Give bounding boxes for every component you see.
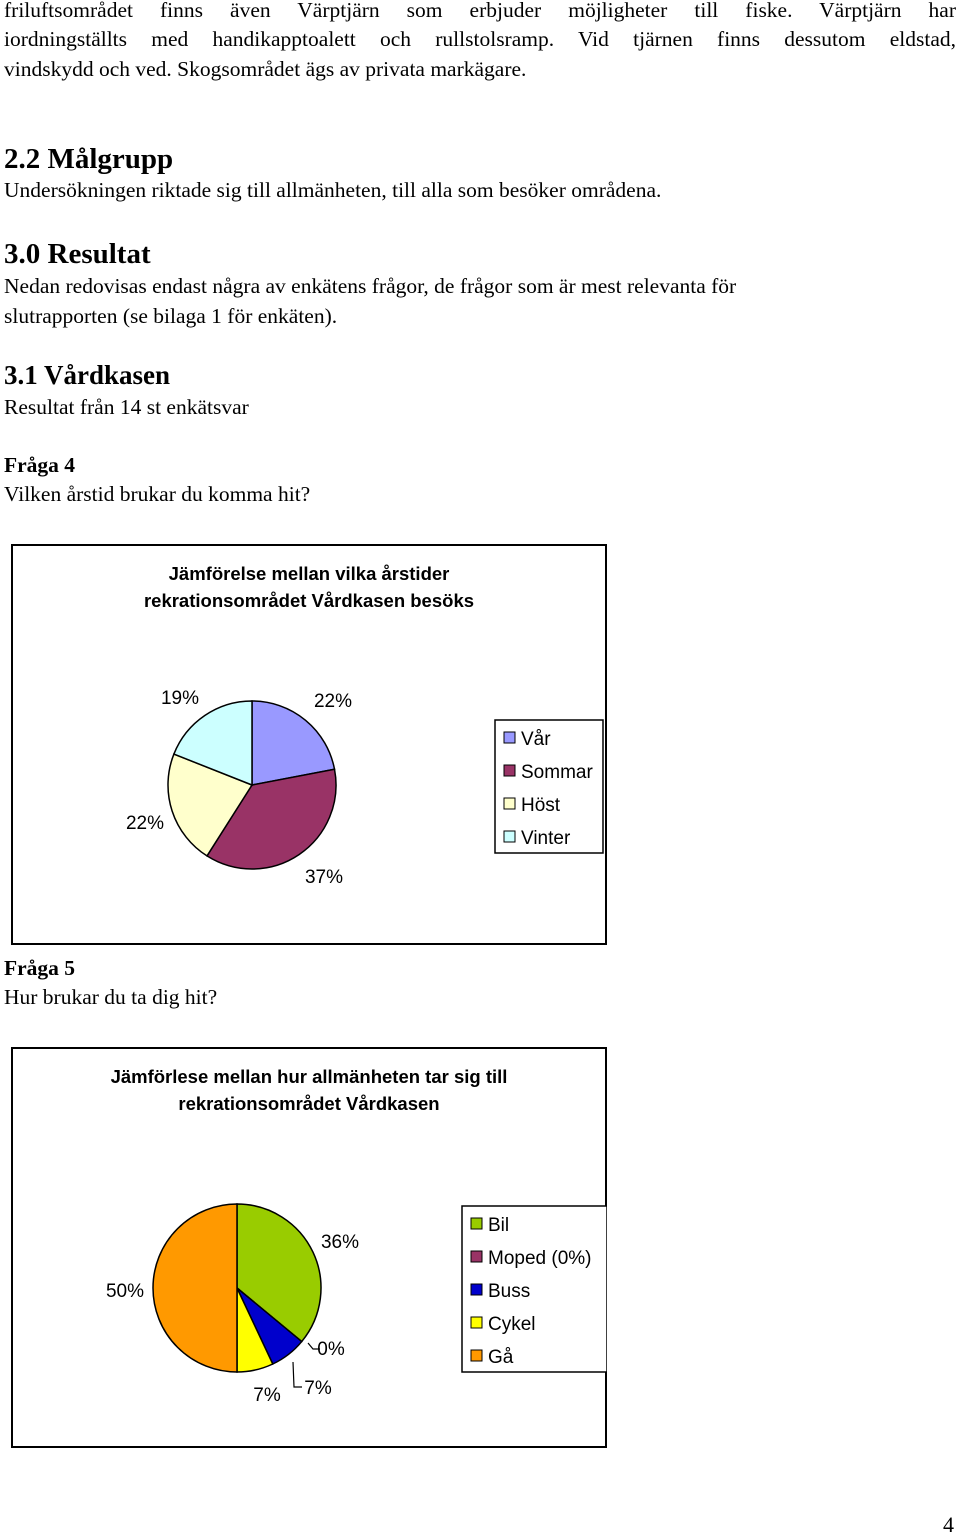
vardkasen-text: Resultat från 14 st enkätsvar: [4, 395, 249, 419]
resultat-line-2: slutrapporten (se bilaga 1 för enkäten).: [4, 304, 338, 328]
pie2-slice-4: [153, 1204, 237, 1372]
heading-resultat: 3.0 Resultat: [4, 238, 151, 270]
legend-swatch: [471, 1284, 482, 1295]
legend-label-vinter: Vinter: [521, 828, 571, 849]
pie2-label-buss: 7%: [304, 1378, 332, 1399]
pie1-label-sommar: 37%: [304, 867, 344, 888]
pie1-label-var: 22%: [313, 691, 353, 712]
legend-label-bil: Bil: [488, 1215, 510, 1236]
chart-transport: [11, 1047, 607, 1448]
pie2-label-cykel: 7%: [253, 1385, 281, 1406]
intro-line-2: iordningställts med handikapptoalett och rullstolsramp. Vid tjärnen finns dessutom eldstad,: [4, 27, 956, 51]
chart-transport-svg: [11, 1047, 607, 1448]
intro-line-3: vindskydd och ved. Skogsområdet ägs av privata markägare.: [4, 57, 527, 81]
pie2-label-bil: 36%: [320, 1232, 360, 1253]
pie2-label-ga: 50%: [105, 1281, 145, 1302]
legend-label-var: Vår: [521, 729, 551, 750]
chart-seasons-title-line-1: Jämförelse mellan vilka årstider: [168, 563, 450, 584]
legend-label-buss: Buss: [488, 1281, 531, 1302]
heading-vardkasen: 3.1 Vårdkasen: [4, 360, 171, 390]
chart-seasons-title-line-2: rekrationsområdet Vårdkasen besöks: [143, 590, 475, 611]
legend-label-cykel: Cykel: [488, 1314, 536, 1335]
legend-label-moped: Moped (0%): [488, 1248, 592, 1269]
chart-seasons-svg: [11, 544, 607, 945]
chart-transport-title-line-1: Jämförlese mellan hur allmänheten tar sig till: [110, 1066, 508, 1087]
question-4-text: Vilken årstid brukar du komma hit?: [4, 482, 311, 506]
legend-swatch: [504, 732, 515, 743]
heading-malgrupp: 2.2 Målgrupp: [4, 143, 174, 175]
legend-swatch: [504, 831, 515, 842]
resultat-line-1: Nedan redovisas endast några av enkätens frågor, de frågor som är mest relevanta för: [4, 274, 737, 298]
pie2-legend-moped: [471, 1248, 592, 1269]
legend-swatch: [471, 1317, 482, 1328]
malgrupp-text: Undersökningen riktade sig till allmänheten, till alla som besöker områdena.: [4, 178, 662, 202]
chart-seasons: [11, 544, 607, 945]
pie2-label-moped: 0%: [317, 1339, 345, 1360]
legend-label-host: Höst: [521, 795, 561, 816]
question-5-label: Fråga 5: [4, 956, 76, 980]
question-4-label: Fråga 4: [4, 453, 76, 477]
pie2-leader-buss: [293, 1362, 302, 1387]
legend-swatch: [504, 798, 515, 809]
legend-label-sommar: Sommar: [521, 762, 593, 783]
legend-swatch: [504, 765, 515, 776]
pie2-legend: [462, 1206, 607, 1372]
legend-swatch: [471, 1218, 482, 1229]
question-5-text: Hur brukar du ta dig hit?: [4, 985, 218, 1009]
intro-line-1: friluftsområdet finns även Värptjärn som erbjuder möjligheter till fiske. Värptjärn har: [4, 0, 956, 22]
pie1-label-host: 22%: [125, 813, 165, 834]
chart-transport-title-line-2: rekrationsområdet Vårdkasen: [178, 1093, 440, 1114]
page-number: 4: [943, 1512, 954, 1537]
legend-label-ga: Gå: [488, 1347, 514, 1368]
legend-swatch: [471, 1251, 482, 1262]
legend-swatch: [471, 1350, 482, 1361]
pie1-label-vinter: 19%: [160, 688, 200, 709]
